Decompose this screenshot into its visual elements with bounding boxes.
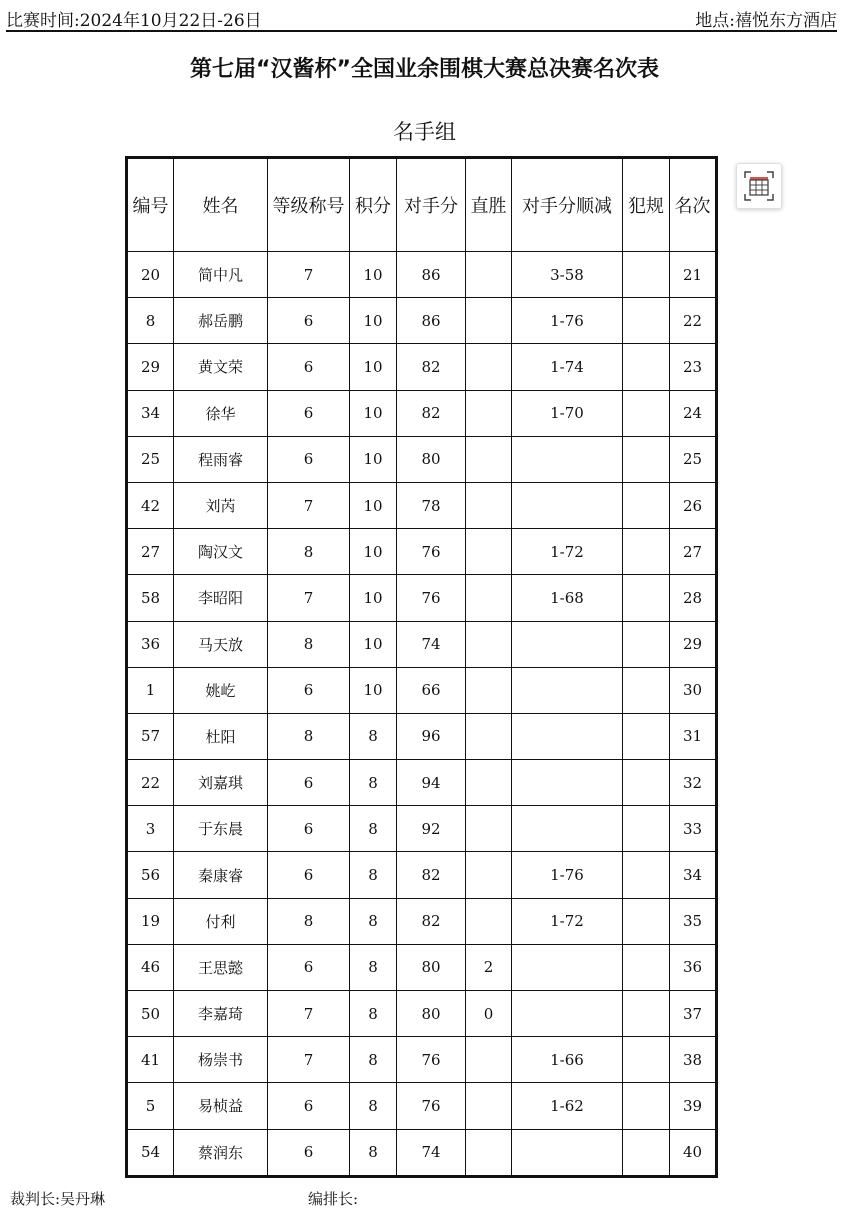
cell-opp-score: 66 — [397, 667, 466, 713]
cell-name: 简中凡 — [174, 252, 268, 298]
cell-level: 7 — [268, 252, 350, 298]
table-row — [127, 298, 717, 344]
cell-points: 10 — [350, 482, 397, 528]
cell-opp-score: 76 — [397, 529, 466, 575]
table-row — [127, 1037, 717, 1083]
table-select-button[interactable] — [736, 163, 782, 209]
column-header: 犯规 — [623, 158, 670, 252]
cell-level: 6 — [268, 1129, 350, 1176]
table-row — [127, 944, 717, 990]
cell-level: 6 — [268, 806, 350, 852]
table-row — [127, 667, 717, 713]
cell-fouls — [623, 621, 670, 667]
table-row — [127, 806, 717, 852]
cell-direct — [466, 436, 512, 482]
cell-direct — [466, 852, 512, 898]
cell-fouls — [623, 482, 670, 528]
cell-level: 7 — [268, 482, 350, 528]
cell-id: 46 — [127, 944, 174, 990]
cell-level: 6 — [268, 667, 350, 713]
cell-level: 6 — [268, 344, 350, 390]
table-row — [127, 436, 717, 482]
match-time: 比赛时间:2024年10月22日-26日 — [6, 11, 262, 31]
cell-fouls — [623, 713, 670, 759]
cell-points: 8 — [350, 991, 397, 1037]
column-header: 对手分顺减 — [512, 158, 623, 252]
cell-name: 郝岳鹏 — [174, 298, 268, 344]
cell-id: 56 — [127, 852, 174, 898]
cell-tiebreak: 1-72 — [512, 898, 623, 944]
table-row — [127, 621, 717, 667]
cell-opp-score: 82 — [397, 852, 466, 898]
cell-id: 54 — [127, 1129, 174, 1176]
cell-fouls — [623, 944, 670, 990]
cell-name: 黄文荣 — [174, 344, 268, 390]
cell-tiebreak: 1-70 — [512, 390, 623, 436]
cell-opp-score: 82 — [397, 390, 466, 436]
table-select-icon — [737, 164, 781, 208]
cell-rank: 22 — [670, 298, 717, 344]
cell-name: 陶汉文 — [174, 529, 268, 575]
cell-name: 李嘉琦 — [174, 991, 268, 1037]
cell-rank: 32 — [670, 760, 717, 806]
cell-name: 马天放 — [174, 621, 268, 667]
cell-rank: 21 — [670, 252, 717, 298]
column-header: 姓名 — [174, 158, 268, 252]
cell-id: 34 — [127, 390, 174, 436]
table-row — [127, 713, 717, 759]
cell-name: 刘芮 — [174, 482, 268, 528]
cell-direct — [466, 575, 512, 621]
cell-direct — [466, 760, 512, 806]
cell-points: 8 — [350, 852, 397, 898]
cell-rank: 40 — [670, 1129, 717, 1176]
cell-rank: 35 — [670, 898, 717, 944]
cell-name: 杜阳 — [174, 713, 268, 759]
cell-tiebreak — [512, 436, 623, 482]
cell-level: 8 — [268, 898, 350, 944]
table-row — [127, 344, 717, 390]
cell-points: 10 — [350, 575, 397, 621]
cell-id: 1 — [127, 667, 174, 713]
arranger-label: 编排长: — [308, 1190, 359, 1208]
cell-level: 6 — [268, 944, 350, 990]
table-row — [127, 1129, 717, 1176]
cell-fouls — [623, 436, 670, 482]
cell-opp-score: 74 — [397, 621, 466, 667]
cell-points: 8 — [350, 806, 397, 852]
cell-fouls — [623, 852, 670, 898]
cell-direct — [466, 298, 512, 344]
cell-level: 6 — [268, 852, 350, 898]
cell-opp-score: 76 — [397, 1037, 466, 1083]
cell-opp-score: 78 — [397, 482, 466, 528]
ranking-table — [125, 156, 718, 1178]
cell-name: 蔡润东 — [174, 1129, 268, 1176]
cell-rank: 25 — [670, 436, 717, 482]
cell-name: 程雨睿 — [174, 436, 268, 482]
table-row — [127, 575, 717, 621]
cell-tiebreak: 1-72 — [512, 529, 623, 575]
cell-rank: 26 — [670, 482, 717, 528]
cell-fouls — [623, 760, 670, 806]
cell-name: 王思懿 — [174, 944, 268, 990]
cell-name: 刘嘉琪 — [174, 760, 268, 806]
cell-points: 8 — [350, 944, 397, 990]
cell-fouls — [623, 1037, 670, 1083]
column-header: 等级称号 — [268, 158, 350, 252]
cell-tiebreak — [512, 713, 623, 759]
table-row — [127, 252, 717, 298]
cell-id: 22 — [127, 760, 174, 806]
cell-level: 8 — [268, 529, 350, 575]
cell-tiebreak: 3-58 — [512, 252, 623, 298]
column-header: 对手分 — [397, 158, 466, 252]
table-row — [127, 760, 717, 806]
cell-direct — [466, 1037, 512, 1083]
cell-level: 6 — [268, 390, 350, 436]
cell-points: 8 — [350, 713, 397, 759]
cell-level: 7 — [268, 1037, 350, 1083]
cell-id: 58 — [127, 575, 174, 621]
cell-opp-score: 82 — [397, 898, 466, 944]
cell-opp-score: 76 — [397, 1083, 466, 1129]
table-row — [127, 991, 717, 1037]
cell-fouls — [623, 252, 670, 298]
cell-rank: 30 — [670, 667, 717, 713]
cell-tiebreak: 1-76 — [512, 852, 623, 898]
cell-id: 41 — [127, 1037, 174, 1083]
cell-opp-score: 94 — [397, 760, 466, 806]
cell-direct — [466, 898, 512, 944]
cell-tiebreak: 1-66 — [512, 1037, 623, 1083]
table-body — [127, 252, 717, 1177]
cell-points: 10 — [350, 667, 397, 713]
cell-tiebreak — [512, 806, 623, 852]
cell-rank: 39 — [670, 1083, 717, 1129]
cell-level: 8 — [268, 621, 350, 667]
cell-tiebreak — [512, 667, 623, 713]
table-row — [127, 1083, 717, 1129]
cell-direct — [466, 482, 512, 528]
cell-id: 36 — [127, 621, 174, 667]
cell-opp-score: 74 — [397, 1129, 466, 1176]
venue: 地点:禧悦东方酒店 — [695, 11, 837, 31]
cell-direct — [466, 529, 512, 575]
cell-direct — [466, 390, 512, 436]
cell-name: 于东晨 — [174, 806, 268, 852]
cell-points: 8 — [350, 1129, 397, 1176]
cell-fouls — [623, 667, 670, 713]
cell-rank: 38 — [670, 1037, 717, 1083]
cell-direct: 2 — [466, 944, 512, 990]
cell-fouls — [623, 529, 670, 575]
cell-name: 杨崇书 — [174, 1037, 268, 1083]
cell-rank: 27 — [670, 529, 717, 575]
cell-name: 姚屹 — [174, 667, 268, 713]
group-title: 名手组 — [393, 120, 456, 144]
cell-points: 8 — [350, 898, 397, 944]
table-row — [127, 898, 717, 944]
cell-points: 8 — [350, 1037, 397, 1083]
cell-id: 20 — [127, 252, 174, 298]
cell-fouls — [623, 898, 670, 944]
cell-points: 10 — [350, 390, 397, 436]
cell-name: 李昭阳 — [174, 575, 268, 621]
cell-rank: 24 — [670, 390, 717, 436]
table-row — [127, 529, 717, 575]
table-row — [127, 852, 717, 898]
column-header: 名次 — [670, 158, 717, 252]
cell-direct — [466, 1083, 512, 1129]
cell-fouls — [623, 390, 670, 436]
cell-opp-score: 80 — [397, 436, 466, 482]
column-header: 编号 — [127, 158, 174, 252]
table-row — [127, 390, 717, 436]
cell-name: 徐华 — [174, 390, 268, 436]
cell-name: 付利 — [174, 898, 268, 944]
cell-id: 57 — [127, 713, 174, 759]
cell-name: 秦康睿 — [174, 852, 268, 898]
cell-tiebreak — [512, 1129, 623, 1176]
cell-id: 42 — [127, 482, 174, 528]
cell-tiebreak — [512, 944, 623, 990]
cell-name: 易桢益 — [174, 1083, 268, 1129]
cell-direct — [466, 667, 512, 713]
cell-opp-score: 76 — [397, 575, 466, 621]
table-row — [127, 482, 717, 528]
cell-direct — [466, 252, 512, 298]
cell-direct — [466, 621, 512, 667]
cell-points: 8 — [350, 760, 397, 806]
table-header-row — [127, 158, 717, 252]
cell-rank: 28 — [670, 575, 717, 621]
cell-id: 3 — [127, 806, 174, 852]
cell-rank: 36 — [670, 944, 717, 990]
cell-fouls — [623, 344, 670, 390]
cell-direct — [466, 713, 512, 759]
cell-tiebreak — [512, 621, 623, 667]
cell-fouls — [623, 298, 670, 344]
cell-fouls — [623, 575, 670, 621]
cell-id: 19 — [127, 898, 174, 944]
cell-id: 5 — [127, 1083, 174, 1129]
cell-opp-score: 80 — [397, 944, 466, 990]
cell-fouls — [623, 991, 670, 1037]
cell-opp-score: 86 — [397, 252, 466, 298]
cell-level: 6 — [268, 436, 350, 482]
cell-tiebreak: 1-74 — [512, 344, 623, 390]
cell-tiebreak — [512, 760, 623, 806]
cell-tiebreak: 1-76 — [512, 298, 623, 344]
cell-id: 25 — [127, 436, 174, 482]
cell-tiebreak — [512, 991, 623, 1037]
cell-level: 6 — [268, 760, 350, 806]
cell-level: 8 — [268, 713, 350, 759]
cell-fouls — [623, 1083, 670, 1129]
cell-level: 6 — [268, 1083, 350, 1129]
cell-opp-score: 82 — [397, 344, 466, 390]
cell-points: 10 — [350, 252, 397, 298]
cell-rank: 29 — [670, 621, 717, 667]
cell-level: 7 — [268, 991, 350, 1037]
cell-opp-score: 92 — [397, 806, 466, 852]
cell-tiebreak: 1-68 — [512, 575, 623, 621]
cell-rank: 31 — [670, 713, 717, 759]
referee-label: 裁判长:吴丹琳 — [10, 1190, 106, 1208]
cell-fouls — [623, 806, 670, 852]
cell-points: 10 — [350, 621, 397, 667]
cell-direct — [466, 344, 512, 390]
header-divider — [6, 30, 837, 32]
cell-fouls — [623, 1129, 670, 1176]
cell-direct: 0 — [466, 991, 512, 1037]
cell-opp-score: 80 — [397, 991, 466, 1037]
cell-id: 8 — [127, 298, 174, 344]
cell-points: 8 — [350, 1083, 397, 1129]
cell-direct — [466, 1129, 512, 1176]
page-title: 第七届“汉酱杯”全国业余围棋大赛总决赛名次表 — [190, 57, 659, 82]
page-header — [0, 0, 849, 32]
cell-level: 7 — [268, 575, 350, 621]
cell-id: 27 — [127, 529, 174, 575]
column-header: 直胜 — [466, 158, 512, 252]
cell-points: 10 — [350, 436, 397, 482]
cell-points: 10 — [350, 344, 397, 390]
column-header: 积分 — [350, 158, 397, 252]
cell-level: 6 — [268, 298, 350, 344]
cell-id: 29 — [127, 344, 174, 390]
cell-rank: 34 — [670, 852, 717, 898]
cell-direct — [466, 806, 512, 852]
cell-rank: 33 — [670, 806, 717, 852]
cell-opp-score: 96 — [397, 713, 466, 759]
cell-points: 10 — [350, 529, 397, 575]
cell-id: 50 — [127, 991, 174, 1037]
cell-opp-score: 86 — [397, 298, 466, 344]
cell-rank: 23 — [670, 344, 717, 390]
cell-tiebreak: 1-62 — [512, 1083, 623, 1129]
cell-points: 10 — [350, 298, 397, 344]
cell-tiebreak — [512, 482, 623, 528]
cell-rank: 37 — [670, 991, 717, 1037]
